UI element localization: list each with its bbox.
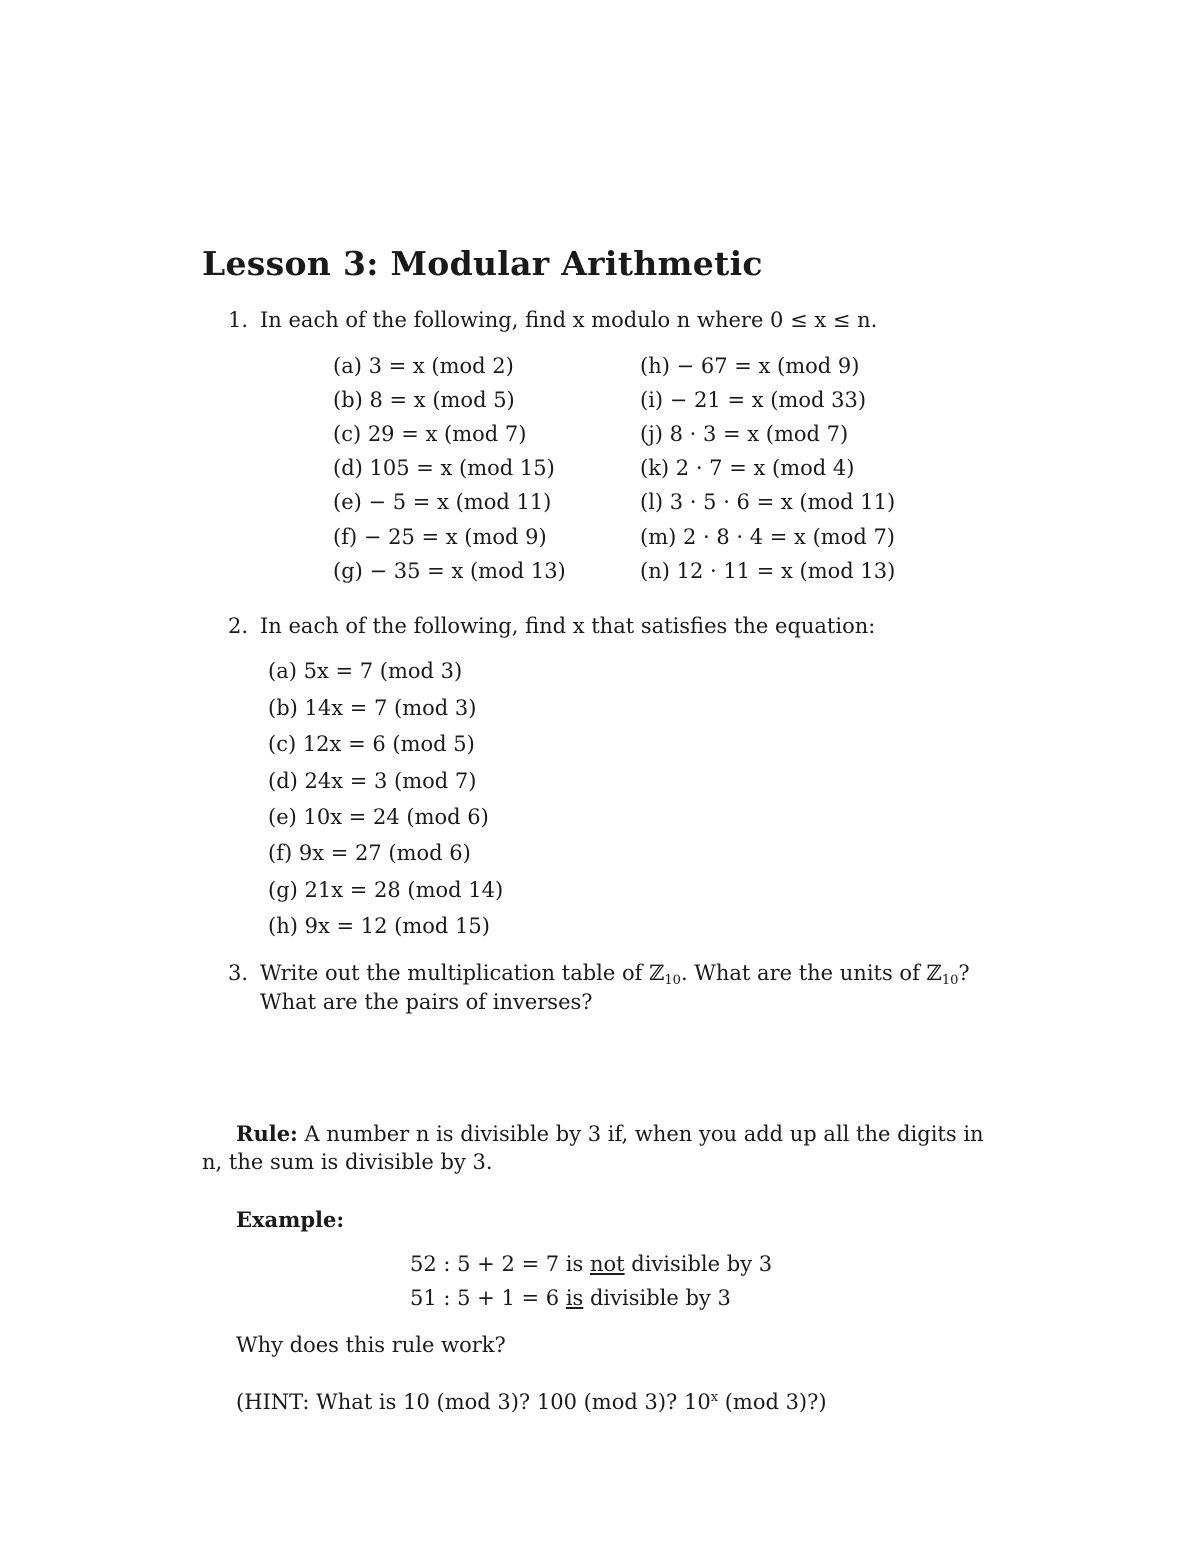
q1-item-n: (n) 12 · 11 = x (mod 13) bbox=[640, 559, 896, 583]
question-3-sub1: 10 bbox=[664, 973, 681, 988]
hint-text: (HINT: What is 10 (mod 3)? 100 (mod 3)? 10 bbox=[236, 1390, 711, 1414]
question-3-line1b: . What are the units of ℤ bbox=[680, 961, 942, 985]
question-1-number: 1. bbox=[228, 308, 249, 332]
hint-superscript: x bbox=[710, 1390, 719, 1405]
question-1-prompt: In each of the following, find x modulo n where 0 ≤ x ≤ n. bbox=[260, 308, 878, 332]
q2-item-h: (h) 9x = 12 (mod 15) bbox=[268, 914, 490, 938]
question-3-sub2: 10 bbox=[941, 973, 959, 988]
q1-item-g: (g) − 35 = x (mod 13) bbox=[333, 559, 566, 583]
question-2-prompt: In each of the following, find x that satisfies the equation: bbox=[260, 614, 876, 638]
rule-paragraph bbox=[236, 1121, 984, 1146]
q1-item-b: (b) 8 = x (mod 5) bbox=[333, 388, 515, 412]
question-3-line2: What are the pairs of inverses? bbox=[260, 990, 593, 1014]
hint-tail: (mod 3)?) bbox=[718, 1390, 827, 1414]
rule-line2: n, the sum is divisible by 3. bbox=[202, 1150, 493, 1174]
q2-item-b: (b) 14x = 7 (mod 3) bbox=[268, 696, 477, 720]
q1-item-a: (a) 3 = x (mod 2) bbox=[333, 354, 514, 378]
q1-item-i: (i) − 21 = x (mod 33) bbox=[640, 388, 867, 412]
q2-item-d: (d) 24x = 3 (mod 7) bbox=[268, 769, 477, 793]
example-line2-tail: divisible by 3 bbox=[583, 1286, 731, 1310]
example-line1 bbox=[410, 1252, 772, 1276]
question-3-number: 3. bbox=[228, 961, 249, 985]
q1-item-e: (e) − 5 = x (mod 11) bbox=[333, 490, 552, 514]
question-3 bbox=[228, 961, 970, 988]
example-line2 bbox=[410, 1286, 731, 1310]
q1-item-f: (f) − 25 = x (mod 9) bbox=[333, 525, 547, 549]
example-label: Example: bbox=[236, 1207, 345, 1232]
q1-item-d: (d) 105 = x (mod 15) bbox=[333, 456, 555, 480]
example-line2-underlined: is bbox=[565, 1286, 584, 1310]
why-question: Why does this rule work? bbox=[236, 1333, 506, 1357]
question-2-number: 2. bbox=[228, 614, 249, 638]
q2-item-f: (f) 9x = 27 (mod 6) bbox=[268, 841, 471, 865]
q1-item-l: (l) 3 · 5 · 6 = x (mod 11) bbox=[640, 490, 896, 514]
q1-item-c: (c) 29 = x (mod 7) bbox=[333, 422, 527, 446]
example-heading bbox=[236, 1207, 344, 1232]
example-line1-text: 52 : 5 + 2 = 7 is bbox=[410, 1252, 590, 1276]
rule-line1: A number n is divisible by 3 if, when you add up all the digits in bbox=[304, 1122, 984, 1146]
question-3-line1c: ? bbox=[958, 961, 970, 985]
example-line2-text: 51 : 5 + 1 = 6 bbox=[410, 1286, 566, 1310]
example-line1-tail: divisible by 3 bbox=[624, 1252, 773, 1276]
q1-item-k: (k) 2 · 7 = x (mod 4) bbox=[640, 456, 855, 480]
q1-item-j: (j) 8 · 3 = x (mod 7) bbox=[640, 422, 849, 446]
hint bbox=[236, 1390, 827, 1414]
page-title: Lesson 3: Modular Arithmetic bbox=[202, 244, 763, 283]
rule-label: Rule: bbox=[236, 1121, 298, 1146]
q2-item-c: (c) 12x = 6 (mod 5) bbox=[268, 732, 475, 756]
example-line1-underlined: not bbox=[589, 1252, 625, 1276]
q2-item-a: (a) 5x = 7 (mod 3) bbox=[268, 659, 463, 683]
q1-item-h: (h) − 67 = x (mod 9) bbox=[640, 354, 860, 378]
q2-item-e: (e) 10x = 24 (mod 6) bbox=[268, 805, 489, 829]
question-3-line1a: Write out the multiplication table of ℤ bbox=[260, 961, 665, 985]
q1-item-m: (m) 2 · 8 · 4 = x (mod 7) bbox=[640, 525, 895, 549]
question-2 bbox=[228, 614, 875, 638]
q2-item-g: (g) 21x = 28 (mod 14) bbox=[268, 878, 504, 902]
question-1 bbox=[228, 308, 877, 332]
